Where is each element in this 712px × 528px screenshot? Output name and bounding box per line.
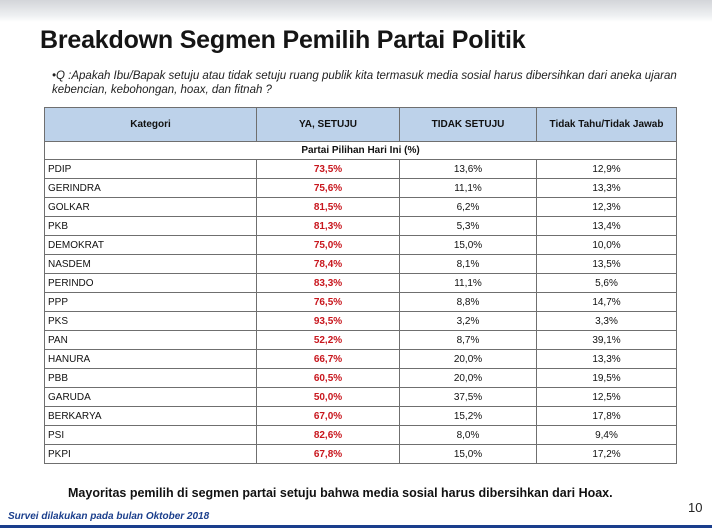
cell-ya-setuju: 75,6%	[257, 179, 400, 198]
table-row	[45, 388, 677, 407]
table-subheader-row	[45, 142, 677, 160]
cell-tidak-setuju: 11,1%	[400, 179, 537, 198]
table-row	[45, 160, 677, 179]
cell-party: PSI	[45, 426, 257, 445]
cell-party: BERKARYA	[45, 407, 257, 426]
cell-tidak-tahu: 13,3%	[537, 350, 677, 369]
cell-tidak-tahu: 14,7%	[537, 293, 677, 312]
cell-tidak-setuju: 20,0%	[400, 369, 537, 388]
cell-tidak-setuju: 8,0%	[400, 426, 537, 445]
cell-tidak-tahu: 12,9%	[537, 160, 677, 179]
cell-tidak-setuju: 11,1%	[400, 274, 537, 293]
cell-tidak-setuju: 13,6%	[400, 160, 537, 179]
cell-tidak-tahu: 12,3%	[537, 198, 677, 217]
cell-party: HANURA	[45, 350, 257, 369]
cell-tidak-tahu: 9,4%	[537, 426, 677, 445]
cell-tidak-setuju: 3,2%	[400, 312, 537, 331]
table-row	[45, 407, 677, 426]
cell-tidak-tahu: 12,5%	[537, 388, 677, 407]
cell-tidak-tahu: 13,5%	[537, 255, 677, 274]
cell-tidak-setuju: 15,2%	[400, 407, 537, 426]
cell-ya-setuju: 81,3%	[257, 217, 400, 236]
cell-ya-setuju: 83,3%	[257, 274, 400, 293]
cell-ya-setuju: 82,6%	[257, 426, 400, 445]
cell-ya-setuju: 50,0%	[257, 388, 400, 407]
cell-party: PAN	[45, 331, 257, 350]
cell-tidak-tahu: 39,1%	[537, 331, 677, 350]
cell-tidak-setuju: 15,0%	[400, 236, 537, 255]
results-table	[44, 107, 677, 464]
cell-party: DEMOKRAT	[45, 236, 257, 255]
survey-question: •Q :Apakah Ibu/Bapak setuju atau tidak setuju ruang publik kita termasuk media sosial harus dibersihkan dari aneka ujaran kebencian, kebohongan, hoax, dan fitnah ?	[52, 70, 677, 96]
survey-footnote: Survei dilakukan pada bulan Oktober 2018	[8, 511, 210, 522]
cell-party: PDIP	[45, 160, 257, 179]
cell-ya-setuju: 75,0%	[257, 236, 400, 255]
cell-ya-setuju: 76,5%	[257, 293, 400, 312]
cell-tidak-tahu: 17,8%	[537, 407, 677, 426]
cell-party: GOLKAR	[45, 198, 257, 217]
cell-party: PERINDO	[45, 274, 257, 293]
cell-ya-setuju: 93,5%	[257, 312, 400, 331]
table-row	[45, 350, 677, 369]
header-tidak-tahu: Tidak Tahu/Tidak Jawab	[537, 108, 677, 142]
cell-party: PKPI	[45, 445, 257, 464]
cell-ya-setuju: 81,5%	[257, 198, 400, 217]
cell-tidak-tahu: 5,6%	[537, 274, 677, 293]
cell-ya-setuju: 66,7%	[257, 350, 400, 369]
cell-tidak-setuju: 8,7%	[400, 331, 537, 350]
cell-tidak-setuju: 6,2%	[400, 198, 537, 217]
table-row	[45, 293, 677, 312]
cell-tidak-setuju: 5,3%	[400, 217, 537, 236]
header-tidak-setuju: TIDAK SETUJU	[400, 108, 537, 142]
cell-tidak-tahu: 17,2%	[537, 445, 677, 464]
cell-tidak-setuju: 8,8%	[400, 293, 537, 312]
cell-ya-setuju: 60,5%	[257, 369, 400, 388]
cell-tidak-setuju: 15,0%	[400, 445, 537, 464]
conclusion-text: Mayoritas pemilih di segmen partai setuju bahwa media sosial harus dibersihkan dari Hoax.	[68, 486, 613, 500]
table-row	[45, 217, 677, 236]
table-row	[45, 369, 677, 388]
table-row	[45, 445, 677, 464]
cell-tidak-tahu: 13,3%	[537, 179, 677, 198]
cell-ya-setuju: 78,4%	[257, 255, 400, 274]
table-row	[45, 179, 677, 198]
cell-tidak-tahu: 13,4%	[537, 217, 677, 236]
cell-tidak-setuju: 37,5%	[400, 388, 537, 407]
table-row	[45, 198, 677, 217]
cell-ya-setuju: 52,2%	[257, 331, 400, 350]
table-row	[45, 236, 677, 255]
table-row	[45, 255, 677, 274]
top-banner	[0, 0, 712, 22]
cell-party: GERINDRA	[45, 179, 257, 198]
cell-party: PKS	[45, 312, 257, 331]
header-kategori: Kategori	[45, 108, 257, 142]
table-row	[45, 312, 677, 331]
header-ya-setuju: YA, SETUJU	[257, 108, 400, 142]
cell-party: NASDEM	[45, 255, 257, 274]
cell-tidak-tahu: 19,5%	[537, 369, 677, 388]
cell-tidak-tahu: 3,3%	[537, 312, 677, 331]
page-number: 10	[688, 500, 703, 515]
cell-party: PPP	[45, 293, 257, 312]
cell-party: PKB	[45, 217, 257, 236]
table-row	[45, 331, 677, 350]
cell-ya-setuju: 73,5%	[257, 160, 400, 179]
page-title: Breakdown Segmen Pemilih Partai Politik	[40, 26, 526, 54]
subheader-label: Partai Pilihan Hari Ini (%)	[45, 142, 677, 160]
cell-ya-setuju: 67,8%	[257, 445, 400, 464]
cell-tidak-setuju: 8,1%	[400, 255, 537, 274]
cell-ya-setuju: 67,0%	[257, 407, 400, 426]
table-row	[45, 426, 677, 445]
cell-party: GARUDA	[45, 388, 257, 407]
table-header-row	[45, 108, 677, 142]
cell-tidak-tahu: 10,0%	[537, 236, 677, 255]
cell-party: PBB	[45, 369, 257, 388]
table-row	[45, 274, 677, 293]
cell-tidak-setuju: 20,0%	[400, 350, 537, 369]
